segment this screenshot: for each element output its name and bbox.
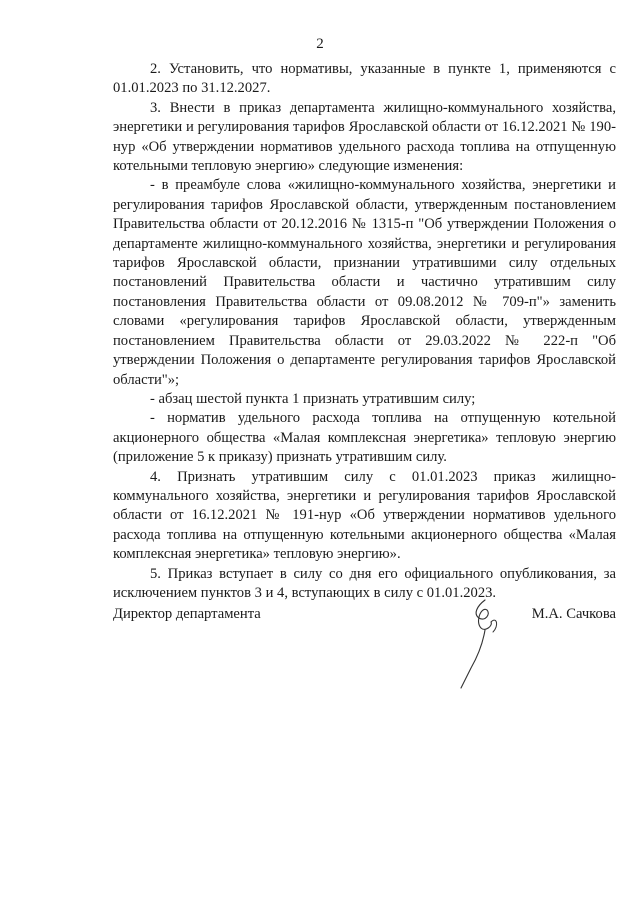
paragraph-3-item-preamble: - в преамбуле слова «жилищно-коммунального хозяйства, энергетики и регулирования тарифов Ярославской области, утвержденным постановлением Правительства области от 20.12.2016 № 1315-п "Об утверждении Положения о департаменте жилищно-коммунального хозяйства, энергетики и регулирования тарифов Ярославской области, признании утратившими силу отдельных постановлений Правительства области и частично утратившим силу постановления Правительства области от 09.08.2012 № 709-п"» заменить словами «регулирования тарифов Ярославской области, утвержденным постановлением Правительства области от 29.03.2022 № 222-п "Об утверждении Положения о департаменте регулирования тарифов Ярославской области"»; (113, 177, 616, 388)
signatory-title: Директор департамента (113, 606, 261, 622)
paragraph-4: 4. Признать утратившим силу с 01.01.2023 приказ жилищно-коммунального хозяйства, энергетики и регулирования тарифов Ярославской области от 16.12.2021 № 191-нур «Об утверждении нормативов удельного расхода топлива на отпущенную котельными акционерного общества «Малая комплексная энергетика» тепловую энергию». (113, 468, 616, 563)
paragraph-3-item-normativ: - норматив удельного расхода топлива на отпущенную котельной акционерного общества «Малая комплексная энергетика» тепловую энергию (приложение 5 к приказу) признать утратившим силу. (113, 410, 616, 466)
paragraph-3: 3. Внести в приказ департамента жилищно-коммунального хозяйства, энергетики и регулирования тарифов Ярославской области от 16.12.2021 № 190-нур «Об утверждении нормативов удельного расхода топлива на отпущенную котельными тепловую энергию» следующие изменения: (113, 99, 616, 175)
signature-block (113, 606, 616, 686)
paragraph-2: 2. Установить, что нормативы, указанные в пункте 1, применяются с 01.01.2023 по 31.12.2027. (113, 61, 616, 97)
signatory-name: М.А. Сачкова (531, 606, 616, 622)
document-body (113, 60, 616, 603)
page-number: 2 (316, 36, 324, 52)
handwritten-signature (455, 592, 525, 692)
paragraph-3-item-abzac: - абзац шестой пункта 1 признать утратившим силу; (150, 390, 476, 407)
paragraph-5: 5. Приказ вступает в силу со дня его официального опубликования, за исключением пунктов 3 и 4, вступающих в силу с 01.01.2023. (113, 565, 616, 601)
